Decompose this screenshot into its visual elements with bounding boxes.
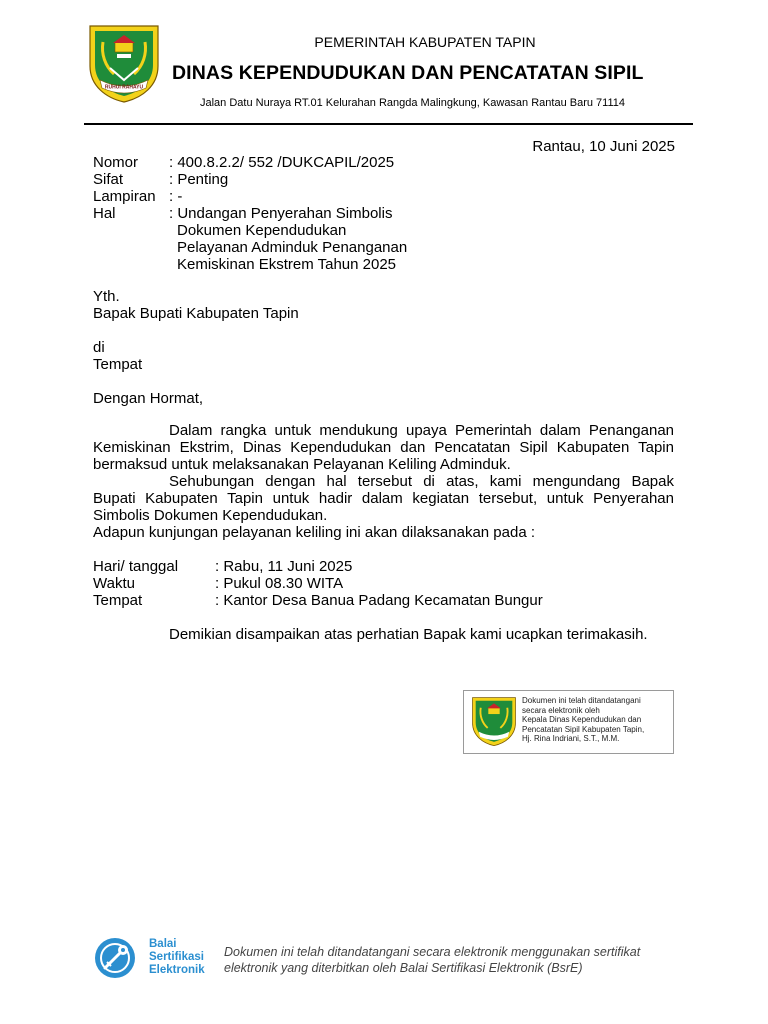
bsre-name-line: Balai <box>149 938 177 950</box>
place-date: Rantau, 10 Juni 2025 <box>532 138 675 155</box>
subject-line: Kemiskinan Ekstrem Tahun 2025 <box>177 256 397 273</box>
greeting: Dengan Hormat, <box>93 390 204 407</box>
department-address: Jalan Datu Nuraya RT.01 Kelurahan Rangda Malingkung, Kawasan Rantau Baru 71114 <box>200 97 625 109</box>
bsre-note-line: Dokumen ini telah ditandatangani secara elektronik menggunakan sertifikat <box>224 945 641 959</box>
detail-label: Waktu <box>93 575 135 592</box>
meta-value: : Undangan Penyerahan Simbolis <box>169 205 393 222</box>
e-signature-line: Hj. Rina Indriani, S.T., M.M. <box>522 734 620 743</box>
bsre-note-line: elektronik yang diterbitkan oleh Balai Sertifikasi Elektronik (BsrE) <box>224 961 583 975</box>
bsre-logo-icon <box>93 936 141 980</box>
meta-value: : Penting <box>169 171 229 188</box>
paragraph-1 <box>93 422 674 473</box>
detail-value: : Rabu, 11 Juni 2025 <box>215 558 353 575</box>
detail-label: Hari/ tanggal <box>93 558 179 575</box>
bsre-name-line: Sertifikasi <box>149 951 204 963</box>
paragraph-line: Bupati Kabupaten Tapin untuk hadir dalam kegiatan tersebut, untuk Penyerahan <box>93 490 674 507</box>
detail-value: : Pukul 08.30 WITA <box>215 575 344 592</box>
bsre-name-line: Elektronik <box>149 964 205 976</box>
detail-label: Tempat <box>93 592 143 609</box>
bsre-name <box>149 938 205 977</box>
meta-label: Lampiran <box>93 188 156 205</box>
paragraph-3: Adapun kunjungan pelayanan keliling ini akan dilaksanakan pada : <box>93 524 536 541</box>
paragraph-line: Sehubungan dengan hal tersebut di atas, kami mengundang Bapak <box>169 473 674 490</box>
department-name: DINAS KEPENDUDUKAN DAN PENCATATAN SIPIL <box>172 62 644 84</box>
meta-label: Nomor <box>93 154 139 171</box>
paragraph-line: bermaksud untuk melaksanakan Pelayanan Keliling Adminduk. <box>93 456 511 473</box>
government-name: PEMERINTAH KABUPATEN TAPIN <box>314 34 536 50</box>
paragraph-line: Dalam rangka untuk mendukung upaya Pemerintah dalam Penanganan <box>169 422 674 439</box>
paragraph-2 <box>93 473 674 524</box>
meta-label: Sifat <box>93 171 124 188</box>
meta-row-sifat <box>93 171 228 188</box>
recipient-di: di <box>93 339 105 356</box>
meta-row-nomor <box>93 154 394 171</box>
header-divider <box>84 123 693 125</box>
paragraph-line: Kemiskinan Ekstrim, Dinas Kependudukan dan Pencatatan Sipil Kabupaten Tapin <box>93 439 674 456</box>
kabupaten-tapin-logo-small <box>470 694 518 748</box>
recipient: Bapak Bupati Kabupaten Tapin <box>93 305 299 322</box>
recipient-place: Tempat <box>93 356 143 373</box>
e-signature-line: secara elektronik oleh <box>522 705 600 715</box>
bsre-footer-note <box>224 944 640 976</box>
meta-value: : - <box>169 188 183 205</box>
e-signature-line: Kepala Dinas Kependudukan dan <box>522 715 642 724</box>
subject-line: Dokumen Kependudukan <box>177 222 347 239</box>
e-signature-line: Dokumen ini telah ditandatangani <box>522 696 641 705</box>
e-signature-text <box>522 696 644 744</box>
logo-motto: RUHUI RAHAYU <box>104 84 144 91</box>
salutation: Yth. <box>93 288 120 305</box>
meta-label: Hal <box>93 205 116 222</box>
e-signature-line: Pencatatan Sipil Kabupaten Tapin, <box>522 724 645 734</box>
subject-line: Pelayanan Adminduk Penanganan <box>177 239 408 256</box>
meta-row-lampiran <box>93 188 182 205</box>
paragraph-line: Simbolis Dokumen Kependudukan. <box>93 507 328 524</box>
closing-sentence: Demikian disampaikan atas perhatian Bapak kami ucapkan terimakasih. <box>169 626 648 643</box>
detail-row-place <box>93 592 543 609</box>
meta-row-hal <box>93 205 392 222</box>
meta-value: : 400.8.2.2/ 552 /DUKCAPIL/2025 <box>169 154 395 171</box>
detail-row-time <box>93 575 343 592</box>
detail-row-date <box>93 558 352 575</box>
detail-value: : Kantor Desa Banua Padang Kecamatan Bungur <box>215 592 543 609</box>
